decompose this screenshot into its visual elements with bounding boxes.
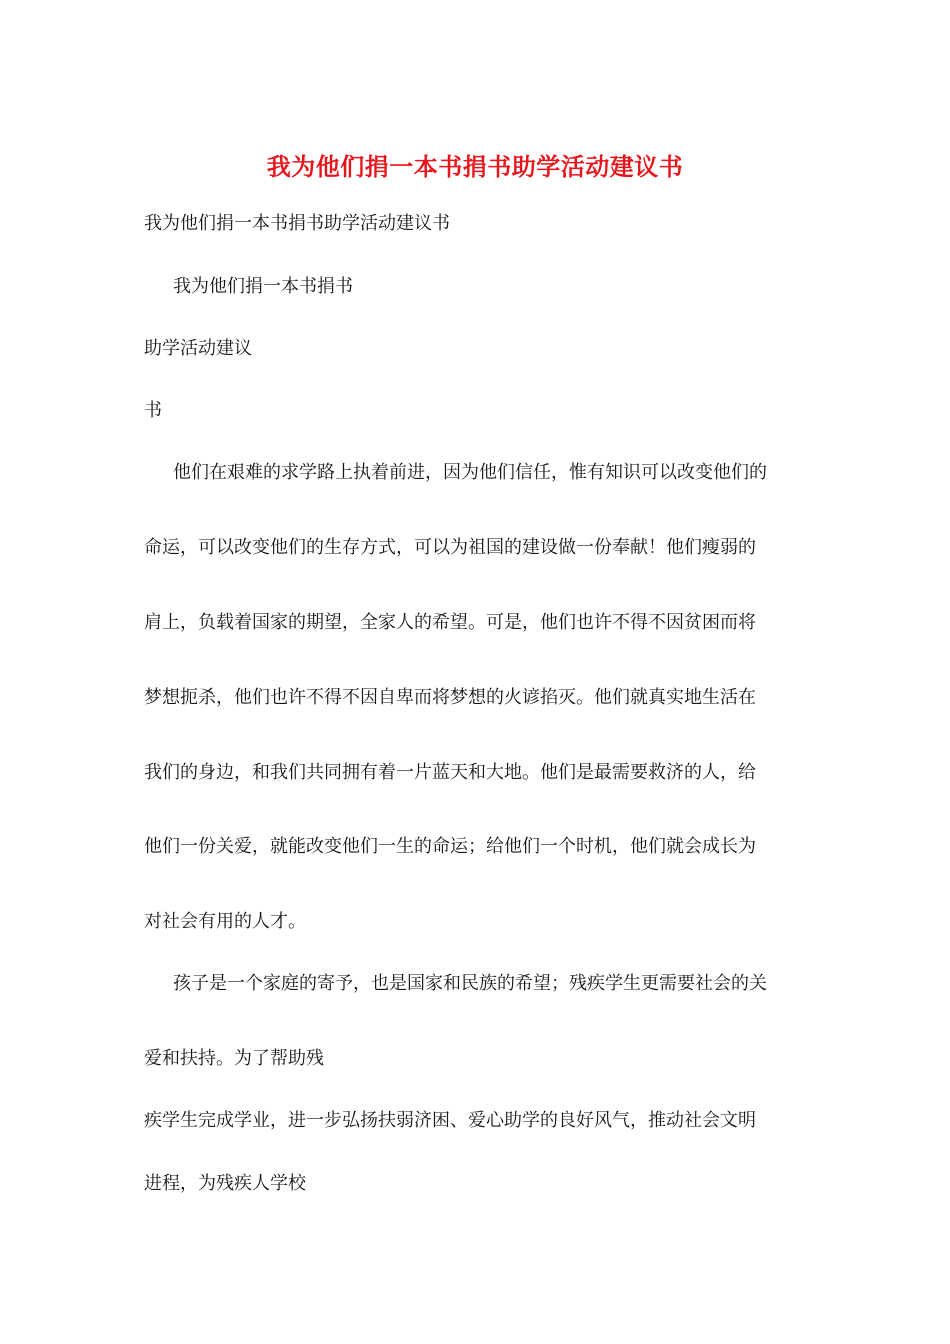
paragraph-1-line-7: 对社会有用的人才。 <box>144 911 306 932</box>
paragraph-1-line-1: 他们在艰难的求学路上执着前进，因为他们信任，惟有知识可以改变他们的 <box>173 462 767 483</box>
paragraph-1-line-4: 梦想扼杀，他们也许不得不因自卑而将梦想的火谚掐灭。他们就真实地生活在 <box>144 687 756 708</box>
document-title: 我为他们捐一本书捐书助学活动建议书 <box>266 152 684 181</box>
paragraph-2-line-4: 进程，为残疾人学校 <box>144 1173 306 1194</box>
subtitle-line: 我为他们捐一本书捐书助学活动建议书 <box>144 213 450 234</box>
heading-line-3: 书 <box>144 400 162 421</box>
paragraph-1-line-2: 命运，可以改变他们的生存方式，可以为祖国的建设做一份奉献！他们瘦弱的 <box>144 537 756 558</box>
heading-line-1: 我为他们捐一本书捐书 <box>173 276 353 297</box>
paragraph-1-line-5: 我们的身边，和我们共同拥有着一片蓝天和大地。他们是最需要救济的人，给 <box>144 762 756 783</box>
paragraph-1-line-6: 他们一份关爱，就能改变他们一生的命运；给他们一个时机，他们就会成长为 <box>144 836 756 857</box>
heading-line-2: 助学活动建议 <box>144 338 252 359</box>
paragraph-2-line-1: 孩子是一个家庭的寄予，也是国家和民族的希望；残疾学生更需要社会的关 <box>173 973 767 994</box>
paragraph-2-line-2: 爱和扶持。为了帮助残 <box>144 1048 324 1069</box>
paragraph-2-line-3: 疾学生完成学业，进一步弘扬扶弱济困、爱心助学的良好风气，推动社会文明 <box>144 1110 756 1131</box>
paragraph-1-line-3: 肩上，负载着国家的期望，全家人的希望。可是，他们也许不得不因贫困而将 <box>144 612 756 633</box>
